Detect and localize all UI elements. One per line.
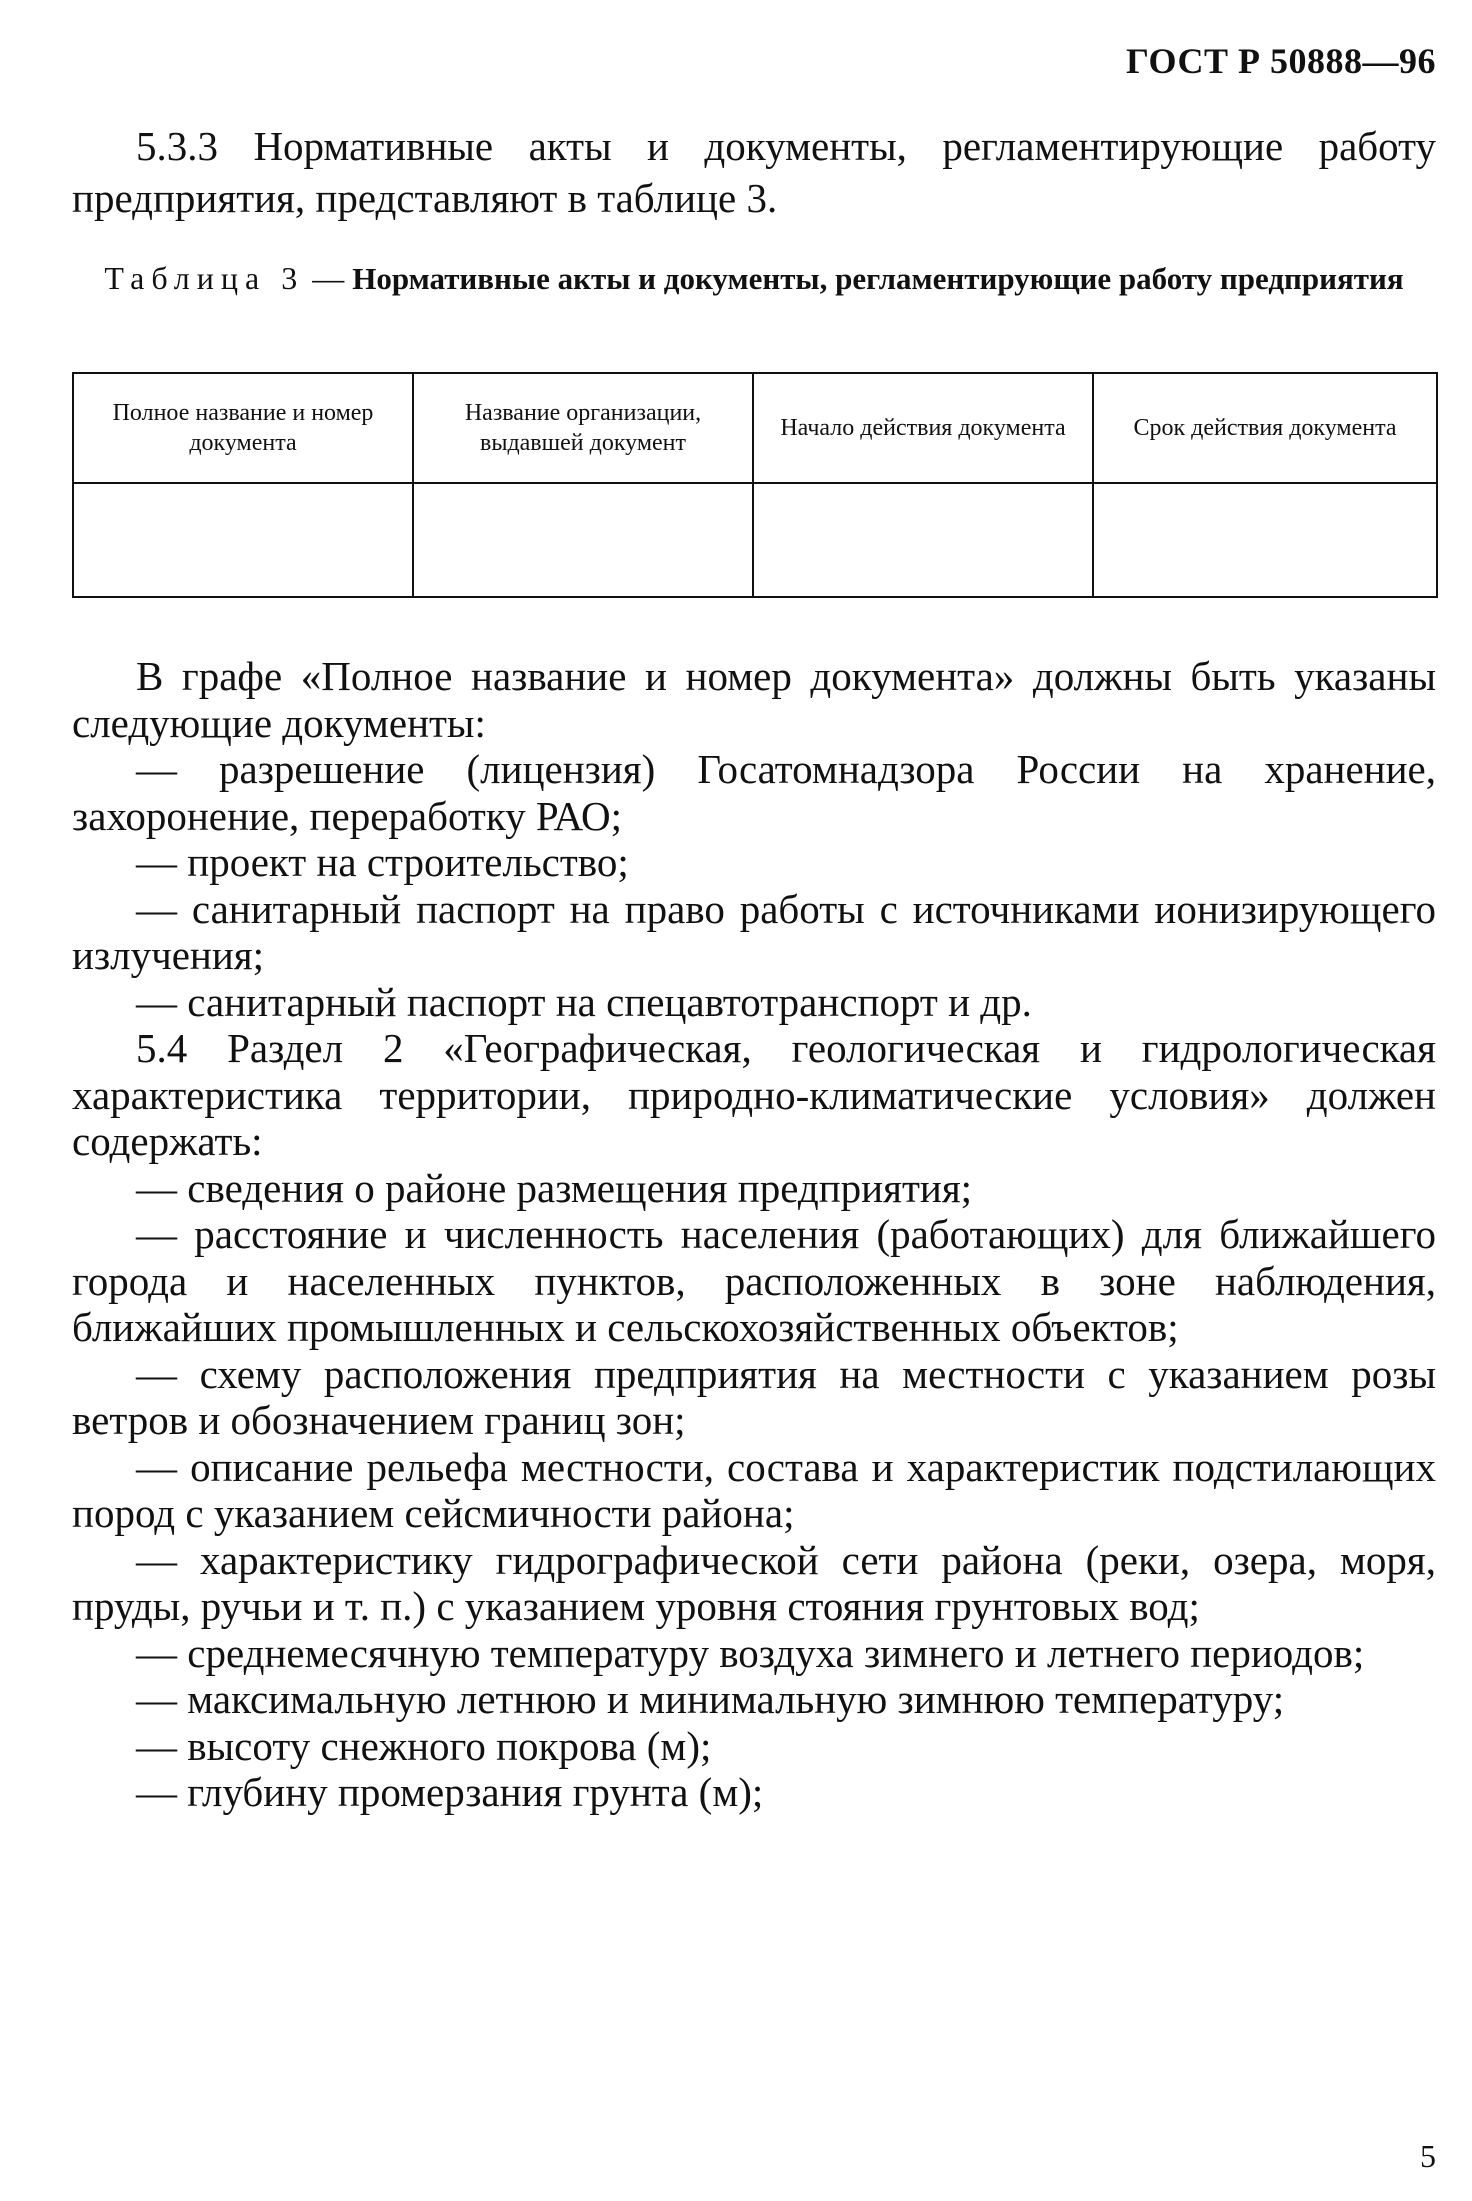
- list-item: — схему расположения предприятия на местности с указанием розы ветров и обозначением границ зон;: [72, 1350, 1436, 1443]
- list-item: — разрешение (лицензия) Госатомнадзора России на хранение, захоронение, переработку РАО;: [72, 746, 1436, 839]
- column-header-issuing-organization: Название организации, выдавшей документ: [413, 373, 753, 483]
- list-item: — глубину промерзания грунта (м);: [136, 1769, 764, 1815]
- list-item: — характеристику гидрографической сети района (реки, озера, моря, пруды, ручьи и т. п.) с указанием уровня стояния грунтовых вод;: [72, 1536, 1436, 1629]
- column-header-document-name: Полное название и номер документа: [73, 373, 413, 483]
- table-cell: [73, 483, 413, 597]
- table-cell: [753, 483, 1093, 597]
- list-item: — максимальную летнюю и минимальную зимнюю температуру;: [136, 1676, 1285, 1722]
- table-header-row: [73, 373, 1437, 483]
- page-number: 5: [1420, 2138, 1436, 2174]
- section-paragraph: 5.4 Раздел 2 «Географическая, геологическая и гидрологическая характеристика территории, природно-климатические условия» должен содержать:: [72, 1025, 1436, 1164]
- table-caption-label: Таблица 3: [104, 260, 305, 296]
- table-caption: [72, 258, 1436, 299]
- list-item: — расстояние и численность населения (работающих) для ближайшего города и населенных пунктов, расположенных в зоне наблюдения, ближайших промышленных и сельскохозяйственных объектов;: [72, 1211, 1436, 1350]
- intro-paragraph: 5.3.3 Нормативные акты и документы, регламентирующие работу предприятия, представляют в таблице 3.: [72, 123, 1436, 221]
- column-header-start-date: Начало действия документа: [753, 373, 1093, 483]
- column-header-validity-period: Срок действия документа: [1093, 373, 1437, 483]
- list-item: — санитарный паспорт на право работы с источниками ионизирующего излучения;: [72, 885, 1436, 978]
- list-item: — санитарный паспорт на спецавтотранспорт и др.: [136, 978, 1032, 1025]
- paragraph: В графе «Полное название и номер документа» должны быть указаны следующие документы:: [72, 653, 1436, 746]
- list-item: — сведения о районе размещения предприятия;: [136, 1164, 973, 1211]
- body-text: [72, 653, 1436, 1816]
- list-item: — среднемесячную температуру воздуха зимнего и летнего периодов;: [136, 1629, 1365, 1676]
- intro-section: [72, 120, 1436, 224]
- list-item: — высоту снежного покрова (м);: [136, 1722, 712, 1769]
- table-cell: [413, 483, 753, 597]
- table-cell: [1093, 483, 1437, 597]
- document-header: ГОСТ Р 50888—96: [1126, 41, 1436, 81]
- table-caption-title: Нормативные акты и документы, регламентирующие работу предприятия: [352, 261, 1404, 296]
- table-caption-dash: —: [304, 260, 353, 296]
- list-item: — проект на строительство;: [136, 839, 629, 885]
- list-item: — описание рельефа местности, состава и характеристик подстилающих пород с указанием сейсмичности района;: [72, 1443, 1436, 1536]
- documents-table: [72, 372, 1438, 598]
- table-row: [73, 483, 1437, 597]
